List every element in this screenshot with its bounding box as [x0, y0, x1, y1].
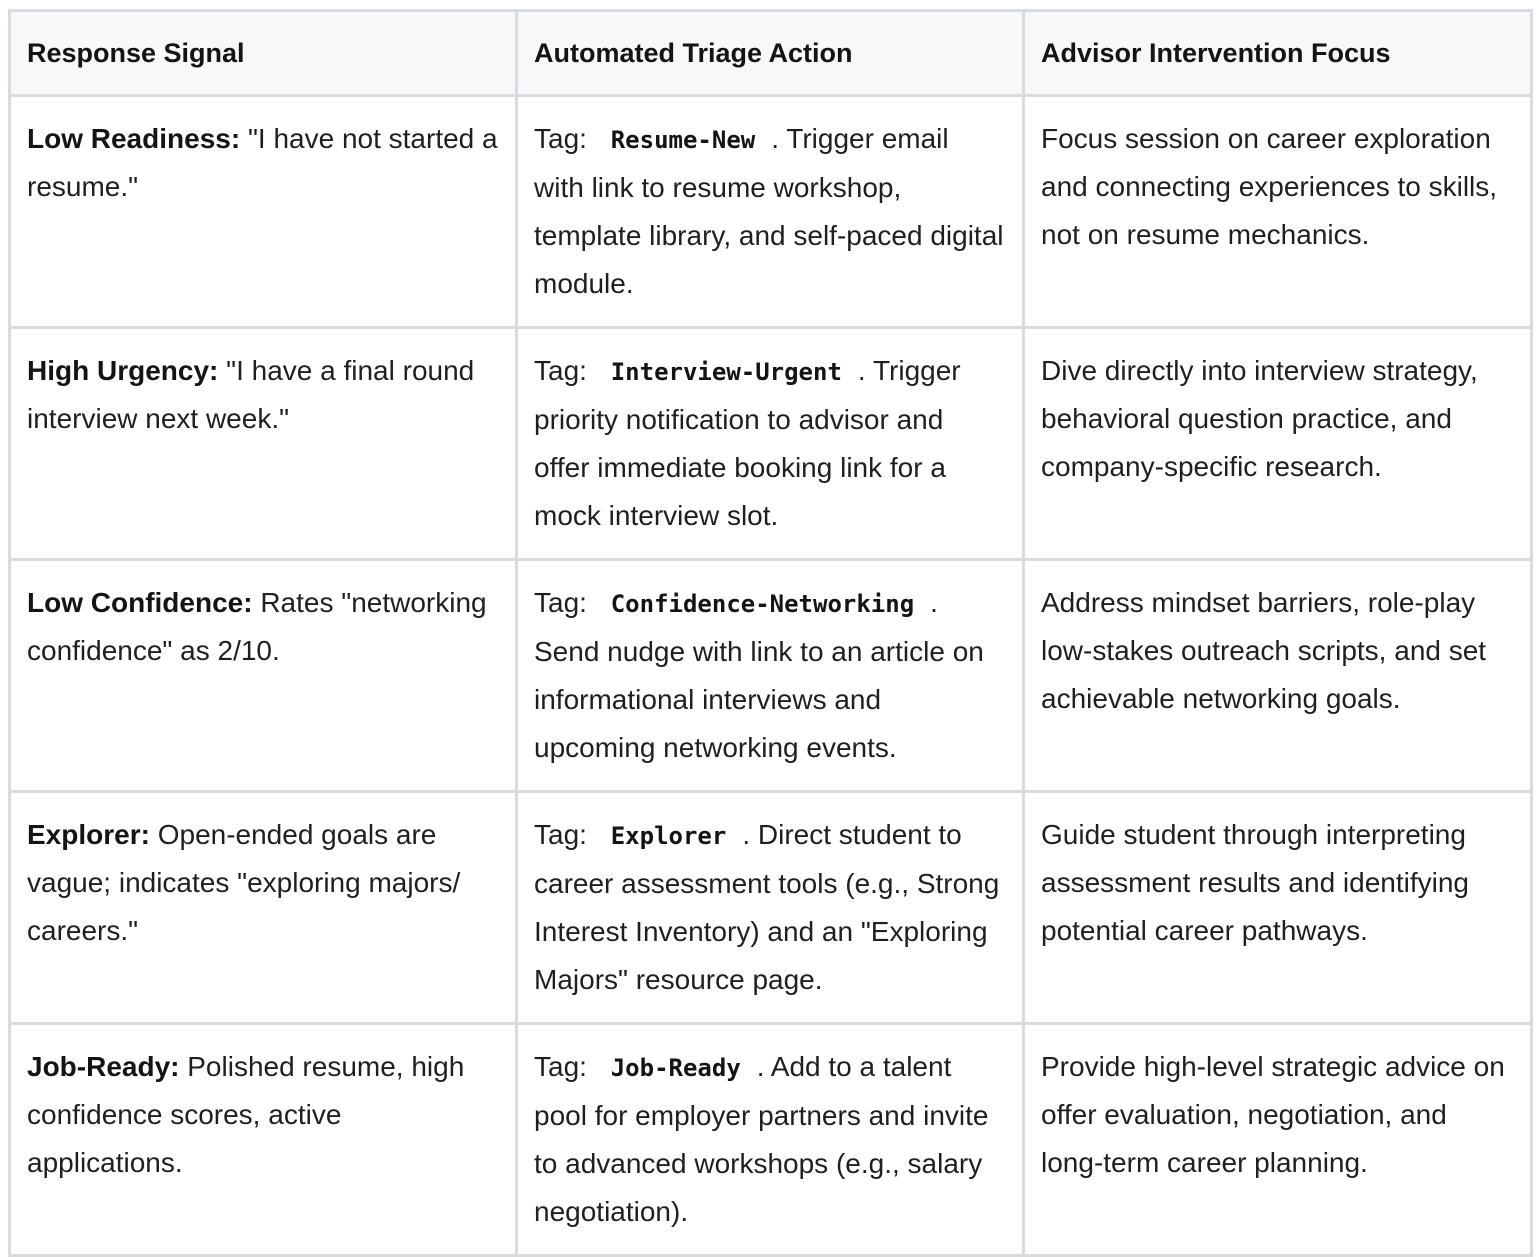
tag-code: Confidence-Networking	[610, 590, 915, 618]
signal-text: Polished resume, high confidence scores, active applications.	[27, 1051, 465, 1178]
tag-prefix: Tag:	[534, 587, 587, 618]
header-response-signal: Response Signal	[10, 11, 517, 96]
focus-cell: Focus session on career exploration and connecting experiences to skills, not on resume mechanics.	[1024, 96, 1532, 328]
action-text: . Add to a talent pool for employer partners and invite to advanced workshops (e.g., salary negotiation).	[534, 1051, 989, 1227]
signal-cell	[10, 792, 517, 1024]
signal-title: High Urgency:	[27, 355, 219, 386]
action-text: . Direct student to career assessment tools (e.g., Strong Interest Inventory) and an "Exploring Majors" resource page.	[534, 819, 1000, 995]
action-cell	[517, 328, 1024, 560]
tag-prefix: Tag:	[534, 355, 587, 386]
focus-cell: Guide student through interpreting assessment results and identifying potential career pathways.	[1024, 792, 1532, 1024]
table-header-row	[10, 11, 1532, 96]
tag-prefix: Tag:	[534, 123, 587, 154]
signal-title: Explorer:	[27, 819, 150, 850]
table-row	[10, 328, 1532, 560]
signal-cell	[10, 560, 517, 792]
tag-code: Job-Ready	[610, 1054, 741, 1082]
tag-code: Explorer	[610, 822, 727, 850]
tag-prefix: Tag:	[534, 819, 587, 850]
action-cell	[517, 560, 1024, 792]
table-row	[10, 1024, 1532, 1256]
signal-text: Open-ended goals are vague; indicates "exploring majors/ careers."	[27, 819, 461, 946]
tag-prefix: Tag:	[534, 1051, 587, 1082]
action-cell	[517, 1024, 1024, 1256]
signal-cell	[10, 1024, 517, 1256]
table-row	[10, 96, 1532, 328]
tag-code: Resume-New	[610, 126, 756, 154]
signal-title: Low Readiness:	[27, 123, 241, 154]
signal-cell	[10, 328, 517, 560]
action-text: . Trigger priority notification to advisor and offer immediate booking link for a mock interview slot.	[534, 355, 961, 531]
header-advisor-intervention-focus: Advisor Intervention Focus	[1024, 11, 1532, 96]
action-text: . Send nudge with link to an article on informational interviews and upcoming networking events.	[534, 587, 984, 763]
signal-text: Rates "networking confidence" as 2/10.	[27, 587, 487, 666]
action-cell	[517, 792, 1024, 1024]
tag-code: Interview-Urgent	[610, 358, 842, 386]
signal-title: Job-Ready:	[27, 1051, 180, 1082]
focus-cell: Provide high-level strategic advice on offer evaluation, negotiation, and long-term career planning.	[1024, 1024, 1532, 1256]
triage-table	[8, 9, 1533, 1257]
table-row	[10, 560, 1532, 792]
signal-text: "I have a final round interview next week."	[27, 355, 475, 434]
signal-cell	[10, 96, 517, 328]
focus-cell: Dive directly into interview strategy, behavioral question practice, and company-specific research.	[1024, 328, 1532, 560]
header-automated-triage-action: Automated Triage Action	[517, 11, 1024, 96]
action-cell	[517, 96, 1024, 328]
action-text: . Trigger email with link to resume workshop, template library, and self-paced digital module.	[534, 123, 1004, 299]
signal-text: "I have not started a resume."	[27, 123, 498, 202]
signal-title: Low Confidence:	[27, 587, 253, 618]
focus-cell: Address mindset barriers, role-play low-stakes outreach scripts, and set achievable networking goals.	[1024, 560, 1532, 792]
table-row	[10, 792, 1532, 1024]
